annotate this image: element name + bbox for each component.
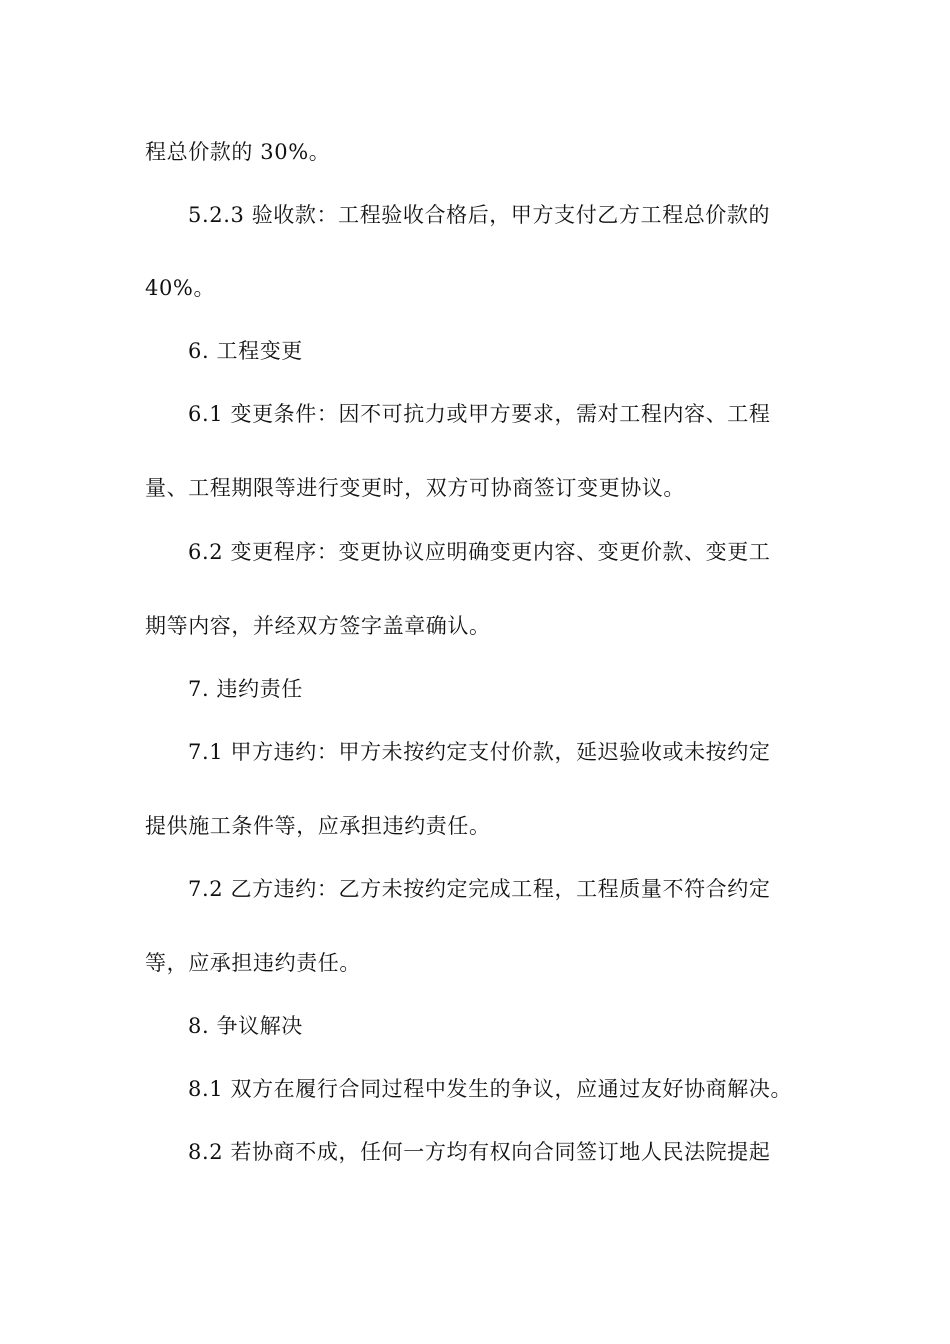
text-line: 5.2.3 验收款：工程验收合格后，甲方支付乙方工程总价款的 [188, 203, 771, 227]
section-heading: 6. 工程变更 [188, 339, 303, 363]
text-line: 40%。 [145, 276, 216, 300]
text-line: 期等内容，并经双方签字盖章确认。 [145, 614, 491, 638]
section-heading: 7. 违约责任 [188, 677, 303, 701]
text-line: 6.1 变更条件：因不可抗力或甲方要求，需对工程内容、工程 [188, 402, 771, 426]
section-heading: 8. 争议解决 [188, 1014, 303, 1038]
text-line: 6.2 变更程序：变更协议应明确变更内容、变更价款、变更工 [188, 540, 771, 564]
text-line: 程总价款的 30%。 [145, 140, 331, 164]
text-line: 8.2 若协商不成，任何一方均有权向合同签订地人民法院提起 [188, 1140, 771, 1164]
text-line: 量、工程期限等进行变更时，双方可协商签订变更协议。 [145, 476, 685, 500]
text-line: 7.2 乙方违约：乙方未按约定完成工程，工程质量不符合约定 [188, 877, 771, 901]
text-line: 提供施工条件等，应承担违约责任。 [145, 814, 491, 838]
text-line: 8.1 双方在履行合同过程中发生的争议，应通过友好协商解决。 [188, 1077, 793, 1101]
text-line: 7.1 甲方违约：甲方未按约定支付价款，延迟验收或未按约定 [188, 740, 771, 764]
text-line: 等，应承担违约责任。 [145, 951, 361, 975]
